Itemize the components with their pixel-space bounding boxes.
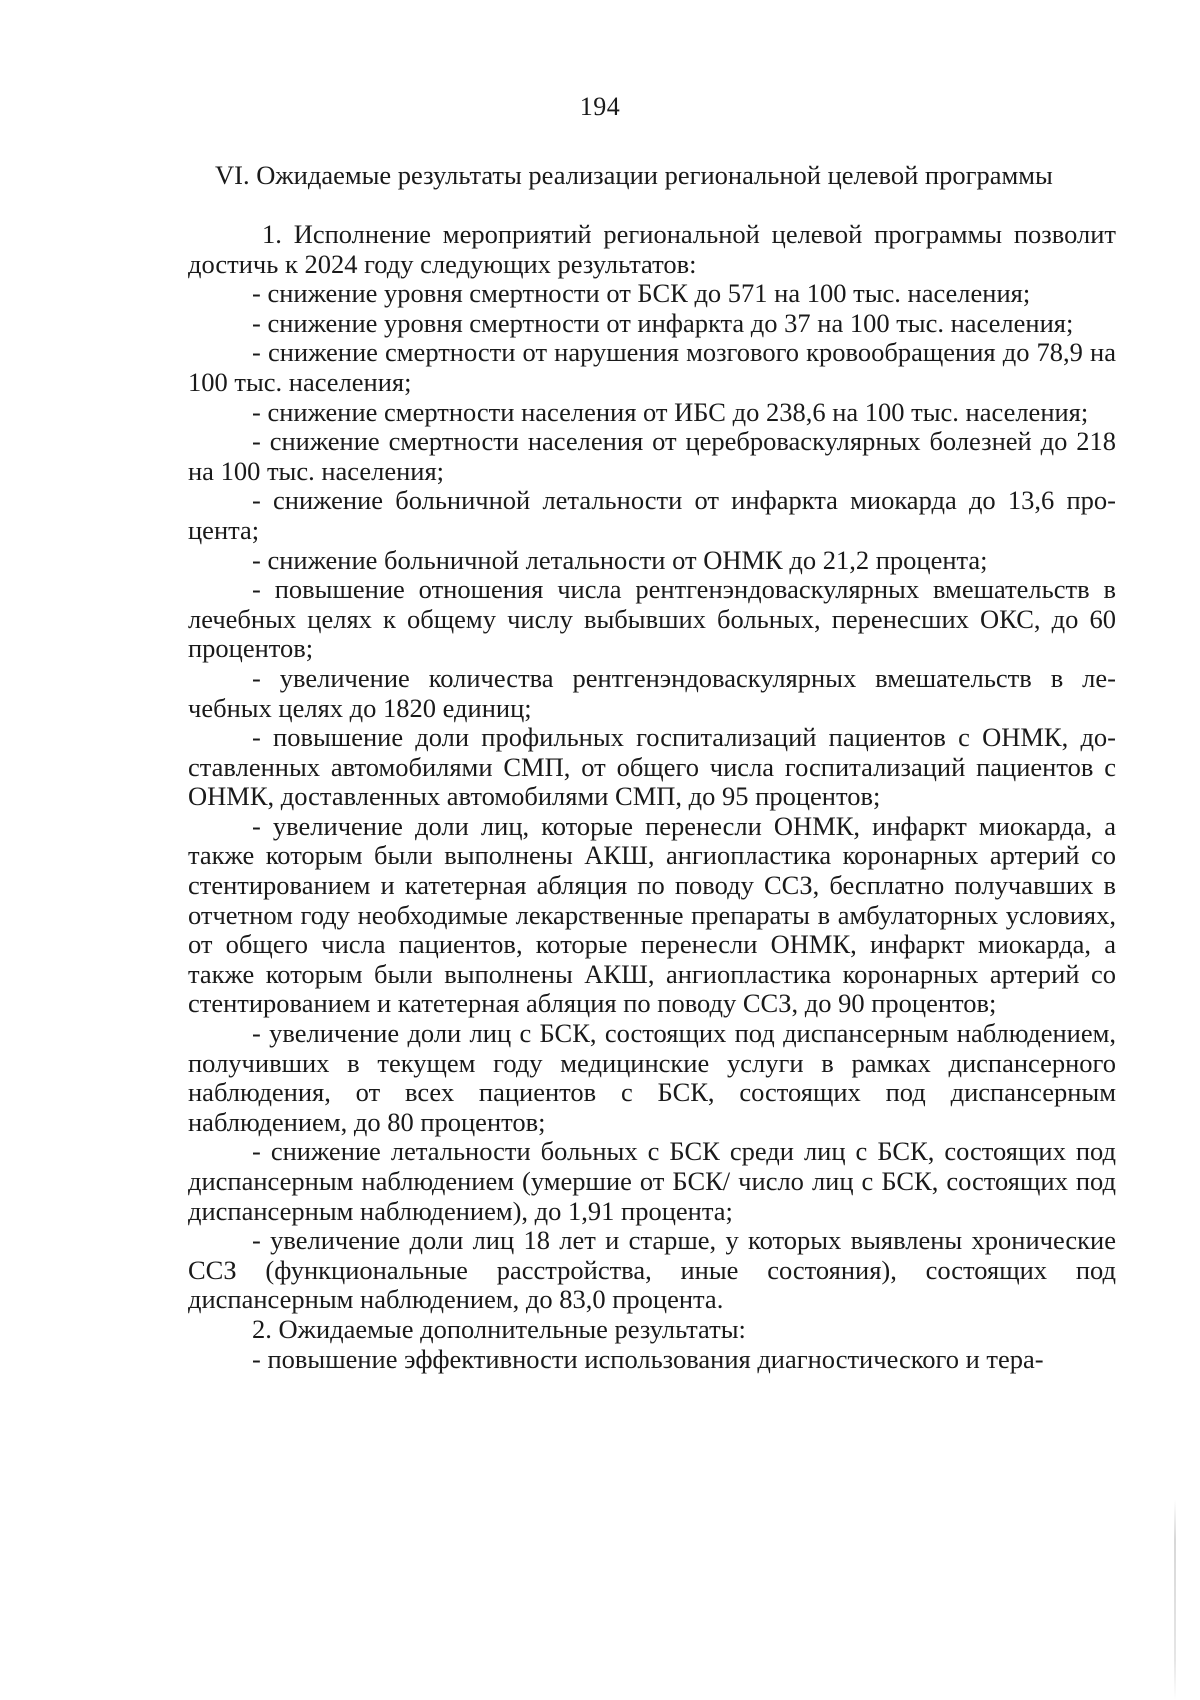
- list-item: - повышение отношения числа рентгенэндоваскулярных вмешательств в лечебных целях к общему числу выбывших больных, перенесших ОКС, до 60 процентов;: [188, 574, 1116, 664]
- list-item: - снижение уровня смертности от БСК до 571 на 100 тыс. населения;: [252, 278, 1031, 309]
- page-number: 194: [579, 92, 621, 121]
- scan-edge-mark: [1174, 1500, 1176, 1700]
- list-item: - повышение эффективности использования диагностического и тера-: [252, 1343, 1044, 1374]
- list-item: - увеличение количества рентгенэндоваскулярных вмешательств в лечебных целях до 1820 единиц;: [188, 662, 1116, 723]
- list-item: - снижение смертности от нарушения мозгового кровообращения до 78,9 на 100 тыс. населения;: [188, 337, 1116, 397]
- list-item: - снижение уровня смертности от инфаркта до 37 на 100 тыс. населения;: [252, 307, 1074, 338]
- list-item: - увеличение доли лиц с БСК, состоящих под диспансерным наблюдением, получивших в текущем году медицинские услуги в рамках диспансерного наблюдения, от всех пациентов с БСК, состоящих под диспансерным наблюдением, до 80 процентов;: [188, 1018, 1116, 1137]
- list-item: - снижение больничной летальности от инфаркта миокарда до 13,6 процента;: [188, 485, 1116, 545]
- list-item: - увеличение доли лиц 18 лет и старше, у которых выявлены хронические ССЗ (функциональные расстройства, иные состояния), состоящих под диспансерным наблюдением, до 83,0 процента.: [188, 1225, 1116, 1315]
- paragraph-intro: 1. Исполнение мероприятий региональной целевой программы позволит достичь к 2024 году следующих результатов:: [188, 219, 1116, 279]
- list-item: - снижение больничной летальности от ОНМК до 21,2 процента;: [252, 544, 988, 575]
- list-item: - снижение смертности населения от цереброваскулярных болезней до 218 на 100 тыс. населения;: [188, 426, 1116, 486]
- paragraph-additional-results: 2. Ожидаемые дополнительные результаты:: [252, 1313, 746, 1344]
- list-item: - снижение смертности населения от ИБС до 238,6 на 100 тыс. населения;: [252, 396, 1089, 427]
- list-item: - повышение доли профильных госпитализаций пациентов с ОНМК, доставленных автомобилями СМП, от общего числа госпитализаций пациентов с ОНМК, доставленных автомобилями СМП, до 95 процентов;: [188, 722, 1116, 812]
- list-item: - снижение летальности больных с БСК среди лиц с БСК, состоящих под диспансерным наблюдением (умершие от БСК/ число лиц с БСК, состоящих под диспансерным наблюдением), до 1,91 процента;: [188, 1136, 1116, 1226]
- section-title: VI. Ожидаемые результаты реализации региональной целевой программы: [215, 160, 1053, 190]
- list-item: - увеличение доли лиц, которые перенесли ОНМК, инфаркт миокарда, а также которым были выполнены АКШ, ангиопластика коронарных артерий со стентированием и катетерная абляция по поводу ССЗ, бесплатно получавших в отчетном году необходимые лекарственные препараты в амбулаторных условиях, от общего числа пациентов, которые перенесли ОНМК, инфаркт миокарда, а также которым были выполнены АКШ, ангиопластика коронарных артерий со стентированием и катетерная абляция по поводу ССЗ, до 90 процентов;: [188, 810, 1116, 1019]
- body-text: [188, 220, 1116, 1374]
